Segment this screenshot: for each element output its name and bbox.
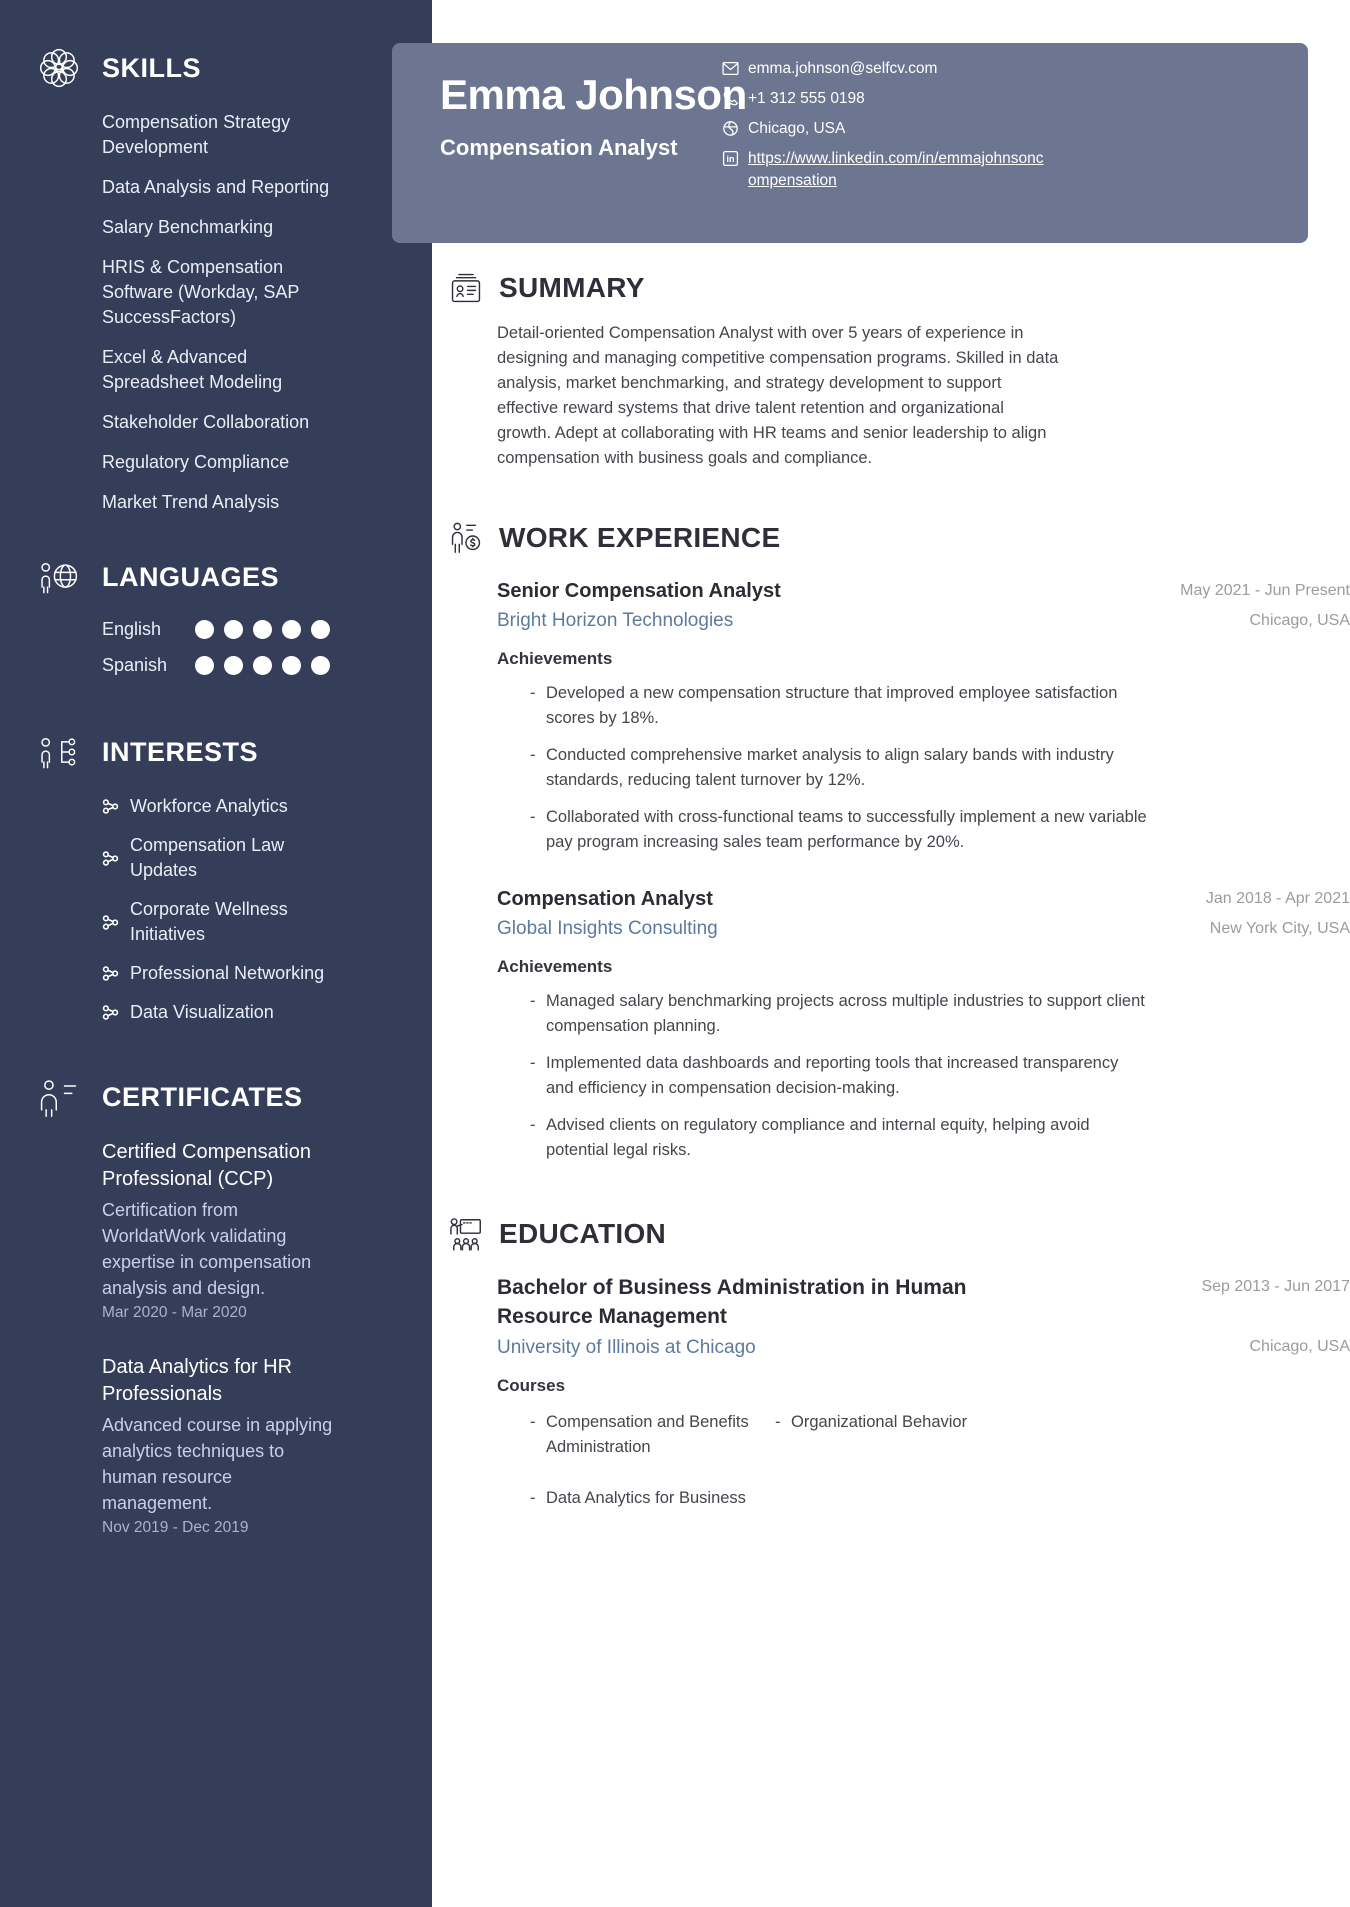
skills-list — [102, 110, 432, 515]
globe-icon — [722, 120, 739, 137]
person-name: Emma Johnson — [440, 71, 747, 118]
job-dates: May 2021 - Jun Present — [1180, 582, 1350, 599]
job-dates: Jan 2018 - Apr 2021 — [1205, 890, 1350, 907]
skill-item: Regulatory Compliance — [102, 452, 290, 472]
skill-item: Data Analysis and Reporting — [102, 177, 330, 197]
contact-block — [722, 43, 1052, 243]
work-experience-header — [447, 519, 1350, 557]
achievement-item: - Advised clients on regulatory compliance and internal equity, helping avoid potential legal risks. — [530, 1113, 1150, 1163]
achievement-item: - Implemented data dashboards and reporting tools that increased transparency and efficiency in compensation decision-making. — [530, 1051, 1150, 1101]
interest-label: Corporate Wellness Initiatives — [130, 899, 288, 944]
sidebar — [0, 0, 432, 1907]
summary-text: Detail-oriented Compensation Analyst with over 5 years of experience in designing and managing competitive compensation programs. Skilled in data analysis, market benchmarking, and strategy development to support effective reward systems that drive talent retention and organizational growth. Adept at collaborating with HR teams and senior leadership to align compensation with business goals and compliance. — [497, 324, 1059, 467]
summary-section — [497, 269, 1350, 471]
skills-icon — [37, 46, 81, 90]
course-item: - Compensation and Benefits Administration — [530, 1410, 775, 1460]
person-coin-icon — [447, 519, 485, 557]
share-nodes-icon — [102, 914, 119, 931]
achievement-item: - Developed a new compensation structure that improved employee satisfaction scores by 18%. — [530, 681, 1150, 731]
language-name: English — [102, 619, 162, 639]
interests-title: INTERESTS — [102, 736, 259, 767]
summary-title: SUMMARY — [499, 272, 645, 303]
teacher-board-icon — [447, 1215, 485, 1253]
achievements-list — [530, 681, 1150, 855]
interest-label: Workforce Analytics — [130, 796, 288, 816]
contact-linkedin-row — [722, 148, 1052, 192]
job-company: Bright Horizon Technologies — [497, 610, 734, 631]
achievements-list — [530, 989, 1150, 1163]
degree-name: Bachelor of Business Administration in Human Resource Management — [497, 1276, 967, 1328]
courses-label: Courses — [497, 1376, 566, 1395]
interest-label: Data Visualization — [130, 1002, 274, 1022]
skill-item: Stakeholder Collaboration — [102, 412, 310, 432]
language-level-dots — [195, 656, 330, 675]
summary-header — [447, 269, 1350, 307]
contact-location-row — [722, 118, 1052, 140]
certificate-item — [102, 1139, 334, 1322]
phone-icon — [722, 90, 739, 107]
education-title: EDUCATION — [499, 1218, 667, 1249]
work-experience-title: WORK EXPERIENCE — [499, 522, 781, 553]
interest-item — [102, 961, 432, 986]
language-name: Spanish — [102, 655, 168, 675]
interest-item — [102, 794, 432, 819]
share-nodes-icon — [102, 1004, 119, 1021]
location-value: Chicago, USA — [748, 120, 846, 137]
certificate-name: Certified Compensation Professional (CCP) — [102, 1141, 311, 1190]
linkedin-link[interactable]: https://www.linkedin.com/in/emmajohnsoncompensation — [748, 150, 1044, 189]
header-band — [392, 43, 1308, 243]
course-item: - Organizational Behavior — [775, 1410, 1150, 1460]
interest-label: Professional Networking — [130, 963, 325, 983]
language-row — [102, 619, 330, 640]
languages-section — [37, 555, 432, 676]
interests-section — [37, 730, 432, 1025]
skills-header — [37, 46, 432, 90]
contact-email-row — [722, 58, 1052, 80]
work-experience-section — [497, 519, 1350, 1163]
education-section — [497, 1215, 1350, 1511]
job-role: Senior Compensation Analyst — [497, 580, 781, 602]
education-entry — [497, 1273, 1350, 1362]
skills-section — [37, 46, 432, 515]
job-location: Chicago, USA — [1249, 612, 1350, 629]
languages-icon — [37, 555, 81, 599]
share-nodes-icon — [102, 850, 119, 867]
school-name: University of Illinois at Chicago — [497, 1337, 756, 1358]
envelope-icon — [722, 60, 739, 77]
skill-item: Compensation Strategy Development — [102, 112, 291, 157]
skills-title: SKILLS — [102, 52, 202, 83]
certificate-dates: Mar 2020 - Mar 2020 — [102, 1304, 247, 1321]
skill-item: Market Trend Analysis — [102, 492, 280, 512]
interests-icon — [37, 730, 81, 774]
job-entry — [497, 885, 1350, 1163]
interest-item — [102, 833, 432, 883]
certificates-section — [37, 1075, 432, 1537]
skill-item: Salary Benchmarking — [102, 217, 274, 237]
achievement-item: - Conducted comprehensive market analysis to align salary bands with industry standards, reducing talent turnover by 12%. — [530, 743, 1150, 793]
certificates-icon — [37, 1075, 81, 1119]
job-entry — [497, 577, 1350, 855]
job-header — [497, 885, 1350, 943]
interests-header — [37, 730, 432, 774]
job-location: New York City, USA — [1209, 920, 1350, 937]
certificate-description: Advanced course in applying analytics techniques to human resource management. — [102, 1415, 333, 1513]
svg-text:in: in — [726, 154, 735, 165]
main-content — [432, 243, 1350, 1511]
achievement-item: - Managed salary benchmarking projects across multiple industries to support client compensation planning. — [530, 989, 1150, 1039]
achievements-label: Achievements — [497, 957, 613, 976]
certificate-dates: Nov 2019 - Dec 2019 — [102, 1519, 249, 1536]
language-level-dots — [195, 620, 330, 639]
achievement-item: - Collaborated with cross-functional teams to successfully implement a new variable pay program increasing sales team performance by 20%. — [530, 805, 1150, 855]
languages-title: LANGUAGES — [102, 561, 280, 592]
education-location: Chicago, USA — [1249, 1338, 1350, 1355]
certificate-description: Certification from WorldatWork validating expertise in compensation analysis and design. — [102, 1200, 312, 1298]
interest-item — [102, 897, 432, 947]
skill-item: Excel & Advanced Spreadsheet Modeling — [102, 347, 283, 392]
job-company: Global Insights Consulting — [497, 918, 718, 939]
certificates-header — [37, 1075, 432, 1119]
certificate-item — [102, 1354, 334, 1537]
share-nodes-icon — [102, 798, 119, 815]
contact-phone-row — [722, 88, 1052, 110]
language-row — [102, 655, 330, 676]
certificates-title: CERTIFICATES — [102, 1081, 303, 1112]
job-header — [497, 577, 1350, 635]
email-value: emma.johnson@selfcv.com — [748, 60, 938, 77]
share-nodes-icon — [102, 965, 119, 982]
id-card-icon — [447, 269, 485, 307]
interest-label: Compensation Law Updates — [130, 835, 285, 880]
course-item: - Data Analytics for Business — [530, 1486, 775, 1511]
person-job-title: Compensation Analyst — [440, 135, 678, 160]
achievements-label: Achievements — [497, 649, 613, 668]
job-role: Compensation Analyst — [497, 888, 713, 910]
languages-header — [37, 555, 432, 599]
location-value: +1 312 555 0198 — [748, 90, 865, 107]
interest-item — [102, 1000, 432, 1025]
courses-list — [530, 1410, 1150, 1511]
skill-item: HRIS & Compensation Software (Workday, SAP SuccessFactors) — [102, 257, 300, 327]
education-header — [447, 1215, 1350, 1253]
education-dates: Sep 2013 - Jun 2017 — [1201, 1278, 1350, 1295]
linkedin-icon — [722, 150, 739, 167]
certificate-name: Data Analytics for HR Professionals — [102, 1356, 293, 1405]
